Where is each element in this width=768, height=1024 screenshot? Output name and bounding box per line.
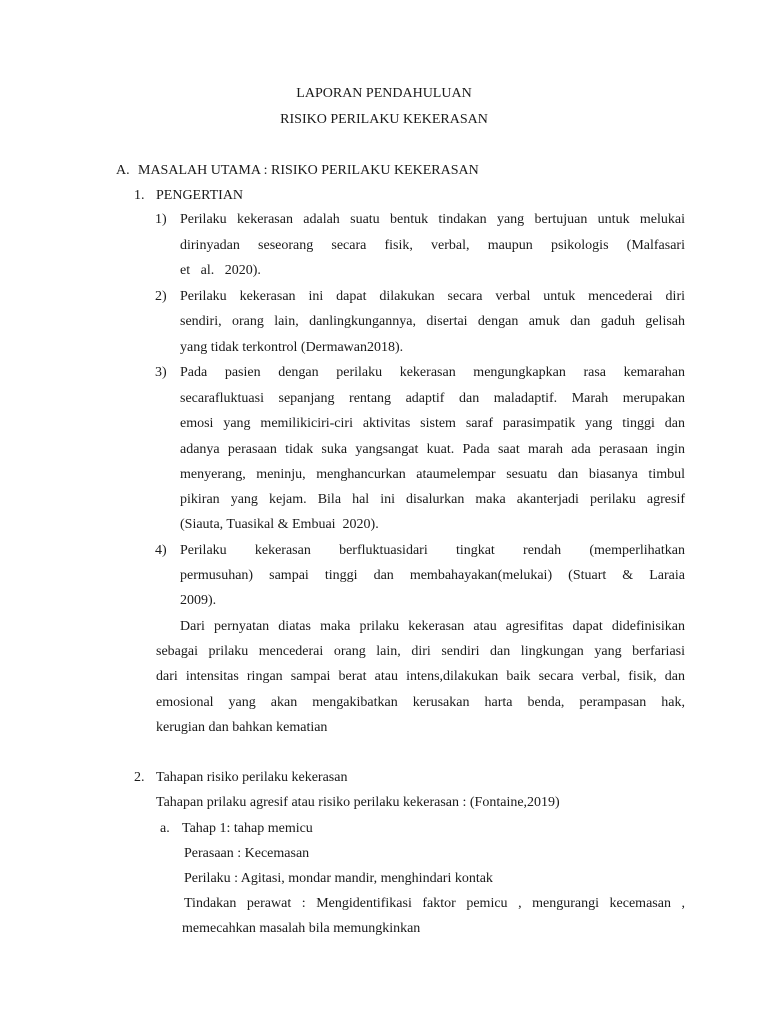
list-item-line: Perilaku kekerasan berfluktuasidari tingkat rendah (memperlihatkan — [180, 543, 685, 558]
paragraph-line: dari intensitas ringan sampai berat atau intens,dilakukan baik secara verbal, fisik, dan — [156, 669, 685, 684]
list-item-line: sendiri, orang lain, danlingkungannya, disertai dengan amuk dan gaduh gelisah — [180, 314, 685, 329]
stage-tindakan: memecahkan masalah bila memungkinkan — [182, 921, 421, 936]
list-marker: 2) — [155, 289, 167, 304]
sub2-marker: 2. — [134, 770, 145, 785]
paragraph-line: kerugian dan bahkan kematian — [156, 720, 328, 735]
stage-perasaan: Perasaan : Kecemasan — [184, 846, 310, 861]
list-item-line: pikiran yang kejam. Bila hal ini disalurkan maka akanterjadi perilaku agresif — [180, 492, 685, 507]
paragraph-line: Dari pernyatan diatas maka prilaku kekerasan atau agresifitas dapat didefinisikan — [180, 619, 685, 634]
stage-title: Tahap 1: tahap memicu — [182, 821, 313, 836]
document-title: LAPORAN PENDAHULUAN — [296, 86, 472, 101]
list-item-line: adanya perasaan tidak suka yangsangat kuat. Pada saat marah ada perasaan ingin — [180, 442, 685, 457]
stage-marker: a. — [160, 821, 170, 836]
list-item-line: et al. 2020). — [180, 263, 261, 278]
list-item-line: Perilaku kekerasan ini dapat dilakukan secara verbal untuk mencederai diri — [180, 289, 685, 304]
sub2-heading: Tahapan risiko perilaku kekerasan — [156, 770, 348, 785]
list-item-line: Perilaku kekerasan adalah suatu bentuk tindakan yang bertujuan untuk melukai — [180, 212, 685, 227]
paragraph-line: emosional yang akan mengakibatkan kerusakan harta benda, perampasan hak, — [156, 695, 685, 710]
stage-tindakan: Tindakan perawat : Mengidentifikasi faktor pemicu , mengurangi kecemasan , — [184, 896, 685, 911]
list-item-line: yang tidak terkontrol (Dermawan2018). — [180, 340, 404, 355]
stage-perilaku: Perilaku : Agitasi, mondar mandir, menghindari kontak — [184, 871, 493, 886]
list-item-line: Pada pasien dengan perilaku kekerasan mengungkapkan rasa kemarahan — [180, 365, 685, 380]
list-item-line: emosi yang memilikiciri-ciri aktivitas sistem saraf parasimpatik yang tinggi dan — [180, 416, 685, 431]
list-item-line: permusuhan) sampai tinggi dan membahayakan(melukai) (Stuart & Laraia — [180, 568, 685, 583]
list-item-line: menyerang, meninju, menghancurkan ataumelempar sesuatu dan biasanya timbul — [180, 467, 685, 482]
list-item-line: secarafluktuasi sepanjang rentang adaptif dan maladaptif. Marah merupakan — [180, 391, 685, 406]
document-subtitle: RISIKO PERILAKU KEKERASAN — [280, 112, 488, 127]
section-a-marker: A. — [116, 163, 130, 178]
sub1-heading: PENGERTIAN — [156, 188, 244, 203]
list-item-line: dirinyadan seseorang secara fisik, verbal, maupun psikologis (Malfasari — [180, 238, 685, 253]
list-marker: 4) — [155, 543, 167, 558]
list-marker: 3) — [155, 365, 167, 380]
sub1-marker: 1. — [134, 188, 145, 203]
list-item-line: 2009). — [180, 593, 217, 608]
sub2-intro: Tahapan prilaku agresif atau risiko perilaku kekerasan : (Fontaine,2019) — [156, 795, 560, 810]
section-a-heading: MASALAH UTAMA : RISIKO PERILAKU KEKERASAN — [138, 163, 479, 178]
paragraph-line: sebagai prilaku mencederai orang lain, diri sendiri dan lingkungan yang berfariasi — [156, 644, 685, 659]
list-item-line: (Siauta, Tuasikal & Embuai 2020). — [180, 517, 379, 532]
list-marker: 1) — [155, 212, 167, 227]
